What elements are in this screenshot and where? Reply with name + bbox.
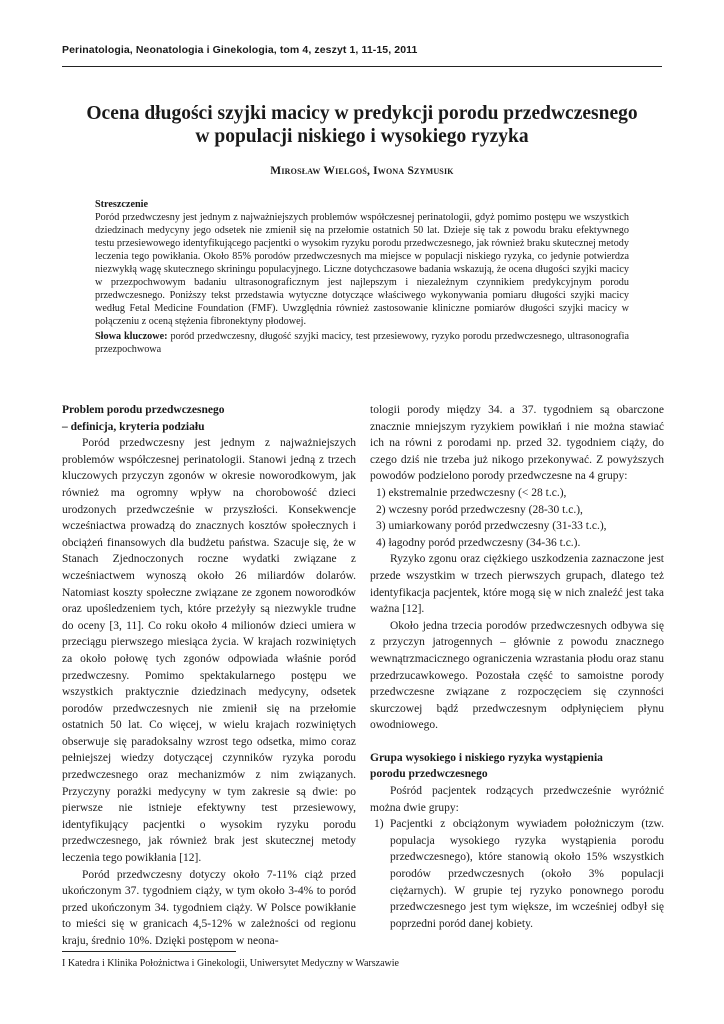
section-title-risk-groups xyxy=(370,750,664,783)
keywords xyxy=(95,330,629,356)
list-item-text: Pacjentki z obciążonym wywiadem położniczym (tzw. populacja wysokiego ryzyka wystąpienia porodu przedwczesnego), które stanowią około 15% wszystkich porodów przedwczesnych (około 3% populacji ciężarnych). W grupie tej ryzyko ponownego porodu przedwczesnego jest tym większe, im wcześniej odbył się poprzedni poród danej kobiety. xyxy=(390,818,664,930)
left-paragraph-2: Poród przedwczesny dotyczy około 7-11% ciąż przed ukończonym 37. tygodniem ciąży, w tym około 3-4% to poród przed ukończonym 34. tygodniem ciąży. W Polsce powikłanie to mieści się w granicach 4,5-12% w zależności od regionu kraju, średnio 10%. Dzięki postępom w neona- xyxy=(62,868,356,947)
keywords-label: Słowa kluczowe: xyxy=(95,331,168,342)
list-item: 3) umiarkowany poród przedwczesny (31-33 t.c.), xyxy=(376,520,607,533)
title-line-2: w populacji niskiego i wysokiego ryzyka xyxy=(195,126,529,147)
abstract-block xyxy=(95,198,629,356)
section-spacer xyxy=(370,734,664,750)
right-paragraph-2: Ryzyko zgonu oraz ciężkiego uszkodzenia zaznaczone jest przede wszystkim w trzech pierwszych grupach, dlatego też identyfikacja pacjentek, które mogą się w nich znaleźć jest taka ważna [12]. xyxy=(370,553,664,616)
right-column xyxy=(370,402,664,932)
right-paragraph-4: Pośród pacjentek rodzących przedwcześnie wyróżnić można dwie grupy: xyxy=(370,785,664,814)
affiliation-footnote: I Katedra i Klinika Położnictwa i Ginekologii, Uniwersytet Medyczny w Warszawie xyxy=(62,958,399,969)
section-title-problem-line-1: Problem porodu przedwczesnego xyxy=(62,404,225,416)
article-title xyxy=(62,102,662,148)
footnote-divider xyxy=(62,951,236,952)
right-paragraph-3: Około jedna trzecia porodów przedwczesnych odbywa się z przyczyn jatrogennych – głównie z powodu znacznego wewnątrzmacicznego ograniczenia wzrastania płodu oraz stanu przedrzucawkowego. Pozostała część to samoistne porody przedwczesne związane z rozpoczęciem się czynności skurczowej bądź przedwczesnym odpłynięciem płynu owodniowego. xyxy=(370,619,664,732)
keywords-text: poród przedwczesny, długość szyjki macicy, test przesiewowy, ryzyko porodu przedwczesnego, ultrasonografia przezpochwowa xyxy=(95,331,629,355)
preterm-groups-list xyxy=(370,485,664,551)
risk-groups-list xyxy=(370,816,664,932)
journal-header: Perinatologia, Neonatologia i Ginekologia, tom 4, zeszyt 1, 11-15, 2011 xyxy=(62,44,418,56)
left-paragraph-1: Poród przedwczesny jest jednym z najważniejszych problemów współczesnej perinatologii. Stanowi jedną z trzech kluczowych przyczyn zgonów w okresie noworodkowym, jak również ma ogromny wpływ na chorobowość dzieci urodzonych przedwcześnie w przyszłości. Konsekwencje wcześniactwa prowadzą do znacznych kosztów społecznych i obciążeń finansowych dla budżetu państwa. Szacuje się, że w Stanach Zjednoczonych roczne wydatki związane z wcześniactwem wynoszą około 26 miliardów dolarów. Natomiast koszty społeczne związane ze zgonem noworodków oraz upośledzeniem tych, które przeżyły są niezwykle trudne do oceny [3, 11]. Co roku około 4 milionów dzieci umiera w przeciągu pierwszego miesiąca życia. W krajach rozwiniętych za około połowę tych zgonów odpowiada właśnie poród przedwczesny. Pomimo spektakularnego postępu we wszystkich praktycznie dziedzinach medycyny, odsetek porodów przedwczesnych nie zmienił się na przełomie ostatnich 50 lat. Co więcej, w wielu krajach rozwiniętych obserwuje się paradoksalny wzrost tego odsetka, mimo coraz pełniejszej wiedzy dotyczącej czynników ryzyka porodu przedwczesnego oraz mechanizmów z nim związanych. Przyczyny porażki medycyny w tym zakresie są dwie: po pierwsze nie istnieje efektywny test przesiewowy, identyfikujący pacjentki o wysokim ryzyku porodu przedwczesnego, jak również brak jest skutecznej metody leczenia tego powikłania [12]. xyxy=(62,437,356,865)
left-column xyxy=(62,402,356,950)
right-paragraph-1: tologii porody między 34. a 37. tygodniem są obarczone znacznie mniejszym ryzykiem powikłań i nie można stawiać ich na równi z porodami np. przed 32. tygodniem ciąży, do czego dziś nie trzeba już nikogo przekonywać. Z powyższych powodów podzielono porody przedwczesne na 4 grupy: xyxy=(370,404,664,483)
title-line-1: Ocena długości szyjki macicy w predykcji porodu przedwczesnego xyxy=(86,103,638,124)
abstract-text: Poród przedwczesny jest jednym z najważniejszych problemów współczesnej perinatologii, gdyż pomimo postępu we wszystkich dziedzinach medycyny jego odsetek nie zmienił się na przełomie ostatnich 50 lat. Dzieje się tak z powodu braku efektywnego testu przesiewowego identyfikującego pacjentki o wysokim ryzyku porodu przedwczesnego, jak również braku skutecznej metody leczenia tego powikłania. Około 85% porodów przedwczesnych ma miejsce w populacji niskiego ryzyka, co jedynie potwierdza niezwykłą wagę skutecznego skriningu populacyjnego. Liczne dotychczasowe badania wskazują, że ocena długości szyjki macicy w przezpochwowym badaniu ultrasonograficznym jest najlepszym i niezależnym czynnikiem predykcyjnym porodu przedwczesnego. Poniższy tekst przedstawia wytyczne dotyczące właściwego wykonywania pomiaru długości szyjki macicy według Fetal Medicine Foundation (FMF). Uwzględnia również zastosowanie kliniczne pomiarów długości szyjki macicy w połączeniu z oceną stężenia fibronektyny płodowej. xyxy=(95,212,629,327)
section-title-problem-line-2: – definicja, kryteria podziału xyxy=(62,420,205,433)
list-item: 4) łagodny poród przedwczesny (34-36 t.c.). xyxy=(376,536,581,549)
header-divider xyxy=(62,66,662,67)
list-item xyxy=(370,816,664,932)
article-authors: Mirosław Wielgoś, Iwona Szymusik xyxy=(270,165,454,177)
section-title-risk-line-1: Grupa wysokiego i niskiego ryzyka wystąpienia xyxy=(370,751,603,764)
section-title-risk-line-2: porodu przedwczesnego xyxy=(370,768,488,781)
list-item: 2) wczesny poród przedwczesny (28-30 t.c.), xyxy=(376,503,583,516)
list-item-number: 1) xyxy=(374,818,384,831)
list-item: 1) ekstremalnie przedwczesny (< 28 t.c.), xyxy=(376,486,567,499)
section-title-problem xyxy=(62,402,356,435)
abstract-heading: Streszczenie xyxy=(95,199,148,210)
